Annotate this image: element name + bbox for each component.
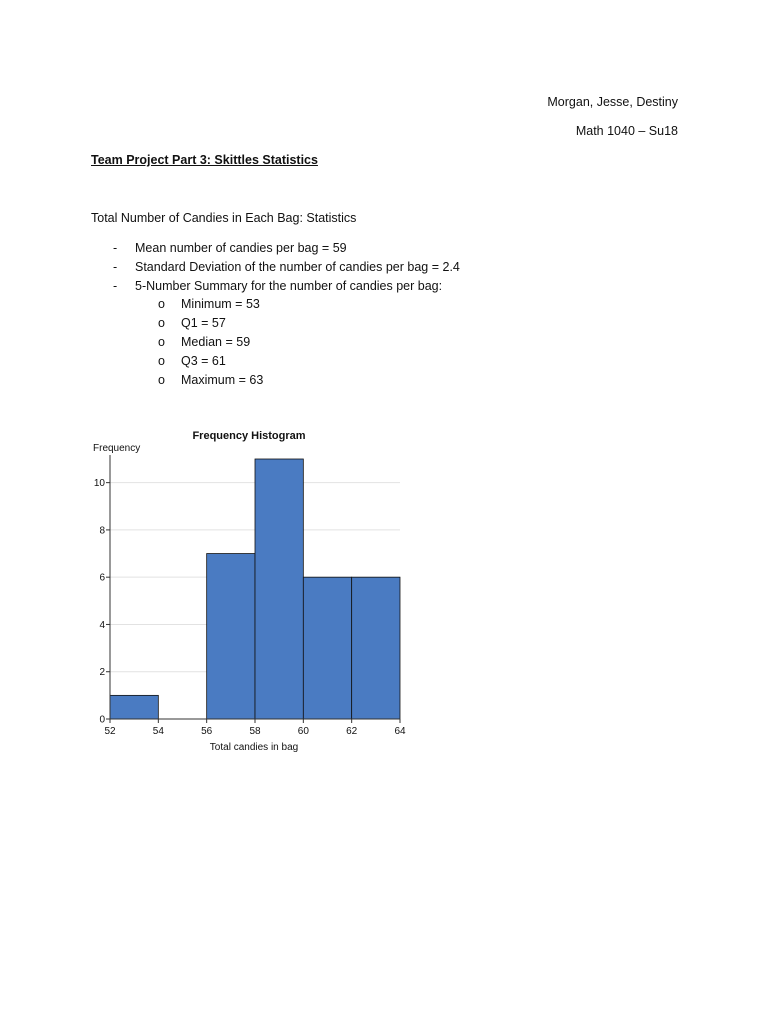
list-item <box>113 277 460 296</box>
frequency-histogram <box>85 425 415 760</box>
x-axis-label: Total candies in bag <box>209 742 299 753</box>
histogram-bar <box>303 577 351 719</box>
sub-bullet-marker: o <box>158 354 165 368</box>
y-tick-label: 8 <box>99 525 105 537</box>
x-tick-label: 54 <box>152 726 164 737</box>
document-title: Team Project Part 3: Skittles Statistics <box>91 153 318 167</box>
list-item <box>158 314 263 333</box>
bullet-marker: - <box>113 279 118 293</box>
y-tick-label: 0 <box>99 714 105 726</box>
q1-text: Q1 = 57 <box>181 316 226 330</box>
x-tick-label: 64 <box>394 726 406 737</box>
list-item <box>158 371 263 390</box>
sub-bullet-marker: o <box>158 335 165 349</box>
bullet-marker: - <box>113 241 118 255</box>
five-number-summary-list <box>158 295 263 390</box>
histogram-bar <box>352 577 400 719</box>
sd-text: Standard Deviation of the number of candies per bag = 2.4 <box>135 260 460 274</box>
five-number-text: 5-Number Summary for the number of candies per bag: <box>135 279 443 293</box>
list-item <box>158 333 263 352</box>
bullet-marker: - <box>113 260 118 274</box>
x-tick-label: 60 <box>297 726 309 737</box>
minimum-text: Minimum = 53 <box>181 297 260 311</box>
list-item <box>113 258 460 277</box>
x-tick-label: 52 <box>104 726 116 737</box>
sub-bullet-marker: o <box>158 373 165 387</box>
chart-title: Frequency Histogram <box>192 430 306 442</box>
sub-bullet-marker: o <box>158 297 165 311</box>
authors: Morgan, Jesse, Destiny <box>547 95 678 109</box>
q3-text: Q3 = 61 <box>181 354 226 368</box>
histogram-bar <box>110 695 158 719</box>
x-tick-label: 58 <box>249 726 261 737</box>
y-tick-label: 6 <box>99 572 105 584</box>
list-item <box>158 295 263 314</box>
mean-text: Mean number of candies per bag = 59 <box>135 241 347 255</box>
median-text: Median = 59 <box>181 335 251 349</box>
list-item <box>158 352 263 371</box>
x-tick-label: 62 <box>346 726 358 737</box>
list-item <box>113 239 460 258</box>
x-tick-label: 56 <box>201 726 213 737</box>
course-label: Math 1040 – Su18 <box>575 124 678 138</box>
maximum-text: Maximum = 63 <box>181 373 264 387</box>
histogram-bar <box>207 554 255 719</box>
sub-bullet-marker: o <box>158 316 165 330</box>
section-heading: Total Number of Candies in Each Bag: Statistics <box>91 211 357 225</box>
y-tick-label: 4 <box>99 619 105 631</box>
statistics-list <box>113 239 460 296</box>
y-tick-label: 2 <box>99 667 105 679</box>
y-axis-label: Frequency <box>93 443 141 454</box>
y-tick-label: 10 <box>93 478 105 490</box>
histogram-bar <box>255 459 303 719</box>
